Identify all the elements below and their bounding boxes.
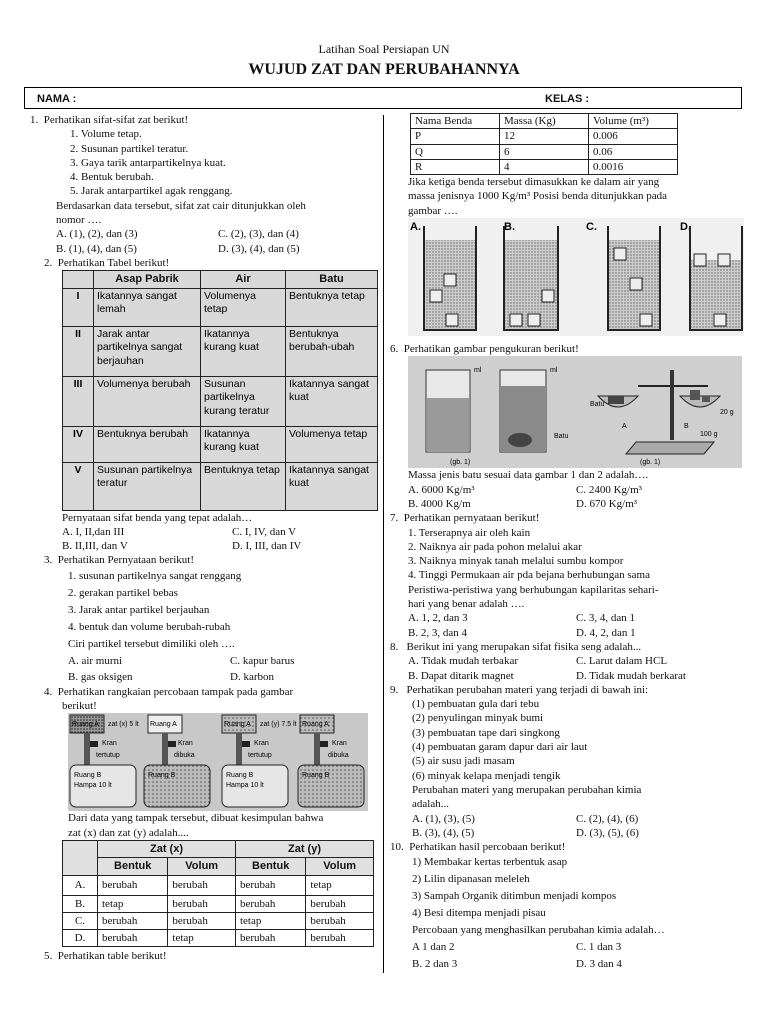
q2-cell: Ikatannya sangat kuat xyxy=(286,376,378,426)
q4-label-tertutup-2: tertutup xyxy=(248,752,272,760)
q4-cell: berubah xyxy=(168,875,236,895)
q2-cell: Ikatannya kurang kuat xyxy=(201,326,286,376)
q1-prompt: Perhatikan sifat-sifat zat berikut! xyxy=(43,114,189,126)
q2-th: Asap Pabrik xyxy=(94,271,201,288)
q7-option-c[interactable]: C. 3, 4, dan 1 xyxy=(576,612,635,625)
q4-label-kran-2: Kran xyxy=(178,740,193,748)
q4-label-ruang-b: Ruang B xyxy=(74,772,102,780)
q2-option-b[interactable]: B. II,III, dan V xyxy=(62,540,128,553)
q9-item: (1) pembuatan gula dari tebu xyxy=(412,698,540,711)
q2-cell: I xyxy=(63,288,94,326)
q4-cell: tetap xyxy=(168,930,236,947)
q6-label-a: A xyxy=(622,423,627,431)
q1-prompt-2: Berdasarkan data tersebut, sifat zat cair ditunjukkan oleh xyxy=(56,199,306,212)
column-divider xyxy=(383,115,384,973)
q7-item: 3. Naiknya minyak tanah melalui sumbu kompor xyxy=(408,555,624,568)
q2-cell: Bentuknya berubah xyxy=(94,426,201,462)
q2-option-a[interactable]: A. I, II,dan III xyxy=(62,525,125,538)
right-column xyxy=(390,113,746,973)
q4-label-ruang-a-2: Ruang A xyxy=(150,721,177,729)
q9-number: 9. xyxy=(390,683,399,696)
q10-item: 2) Lilin dipanasan meleleh xyxy=(412,873,530,886)
q10-number: 10. xyxy=(390,841,404,854)
q6-label-gb2: (gb. 1) xyxy=(640,459,661,467)
q7-option-a[interactable]: A. 1, 2, dan 3 xyxy=(408,612,468,625)
q2-prompt: Perhatikan Tabel berikut! xyxy=(57,256,170,269)
q4-label-ruang-a-4: Ruang A xyxy=(302,721,329,729)
q7-item: 1. Terserapnya air oleh kain xyxy=(408,526,531,539)
q5-prompt-4: gambar …. xyxy=(408,204,458,217)
q6-label-ml-1: ml xyxy=(474,367,482,375)
q5-prompt: Perhatikan table berikut! xyxy=(57,950,167,963)
q2-cell: Ikatannya sangat kuat xyxy=(286,462,378,510)
q3-option-d[interactable]: D. karbon xyxy=(230,670,274,683)
q2-cell: Ikatannya sangat lemah xyxy=(94,288,201,326)
q5-cell: 12 xyxy=(500,129,589,144)
q5-cell: P xyxy=(411,129,500,144)
q9-item: (3) pembuatan tape dari singkong xyxy=(412,726,560,739)
q4-cell: berubah xyxy=(235,895,305,912)
q5-number: 5. xyxy=(44,950,53,963)
question-5-heading xyxy=(30,949,378,963)
q4-label-hampa: Hampa 10 lt xyxy=(74,782,112,790)
nama-label: NAMA : xyxy=(37,93,77,105)
q9-option-b[interactable]: B. (3), (4), (5) xyxy=(412,826,475,839)
q5-prompt-3: massa jenisnya 1000 Kg/m³ Posisi benda ditunjukkan pada xyxy=(408,190,668,203)
q4-label-kran: Kran xyxy=(102,740,117,748)
q9-item: (6) minyak kelapa menjadi tengik xyxy=(412,769,561,782)
q4-label-hampa-2: Hampa 10 lt xyxy=(226,782,264,790)
q2-cell: Susunan partikelnya teratur xyxy=(94,462,201,510)
q3-number: 3. xyxy=(44,554,53,567)
q9-option-d[interactable]: D. (3), (5), (6) xyxy=(576,826,639,839)
question-6 xyxy=(390,342,746,511)
q4-label-ruang-b-4: Ruang B xyxy=(302,772,330,780)
q4-prompt: Perhatikan rangkaian percobaan tampak pada gambar xyxy=(57,685,294,698)
q4-cell: B. xyxy=(63,895,98,912)
q2-prompt-2: Pernyataan sifat benda yang tepat adalah… xyxy=(62,511,253,524)
question-10 xyxy=(390,840,746,973)
q7-option-d[interactable]: D. 4, 2, dan 1 xyxy=(576,626,636,639)
q1-prompt-3: nomor …. xyxy=(56,214,102,227)
q7-prompt: Perhatikan pernyataan berikut! xyxy=(403,512,540,525)
q5-cell: 0.0016 xyxy=(589,159,678,174)
q5-cell: 4 xyxy=(500,159,589,174)
q7-item: 2. Naiknya air pada pohon melalui akar xyxy=(408,540,582,553)
question-7 xyxy=(390,511,746,640)
q2-cell: Bentuknya berubah-ubah xyxy=(286,326,378,376)
q4-option-c[interactable] xyxy=(63,912,374,929)
q2-cell: Volumenya berubah xyxy=(94,376,201,426)
q6-label-ml-2: ml xyxy=(550,367,558,375)
q4-label-kran-4: Kran xyxy=(332,740,347,748)
q4-label-zat-x: zat (x) 5 lt xyxy=(108,721,139,729)
q4-cell: tetap xyxy=(306,875,374,895)
q6-option-b[interactable]: B. 4000 Kg/m xyxy=(408,497,471,510)
q6-measurement-figure xyxy=(408,356,742,468)
q9-option-a[interactable]: A. (1), (3), (5) xyxy=(412,812,475,825)
q5-fig-label-c: C. xyxy=(586,221,597,234)
q2-table xyxy=(62,270,378,510)
q2-th: Batu xyxy=(286,271,378,288)
question-1 xyxy=(30,113,378,256)
q5-cell: 0.06 xyxy=(589,144,678,159)
q5-table xyxy=(410,113,678,175)
q4-th: Volum xyxy=(306,858,374,875)
q3-option-b[interactable]: B. gas oksigen xyxy=(68,670,133,683)
left-column xyxy=(30,113,378,964)
q1-option-d[interactable]: D. (3), (4), dan (5) xyxy=(218,242,300,255)
q4-cell: berubah xyxy=(235,875,305,895)
q6-label-gb1: (gb. 1) xyxy=(450,459,471,467)
q10-item: 4) Besi ditempa menjadi pisau xyxy=(412,907,546,920)
q4-th: Volum xyxy=(168,858,236,875)
q4-cell: berubah xyxy=(168,895,236,912)
q4-label-ruang-a-3: Ruang A xyxy=(224,721,251,729)
question-3 xyxy=(30,553,378,684)
q5-th: Nama Benda xyxy=(411,114,500,129)
q2-cell: IV xyxy=(63,426,94,462)
question-9 xyxy=(390,683,746,840)
q2-cell: III xyxy=(63,376,94,426)
q9-option-c[interactable]: C. (2), (4), (6) xyxy=(576,812,639,825)
q3-option-c[interactable]: C. kapur barus xyxy=(230,654,295,667)
q5-cell: Q xyxy=(411,144,500,159)
q3-prompt: Perhatikan Pernyataan berikut! xyxy=(57,554,194,567)
q7-item: 4. Tinggi Permukaan air pda bejana berhubungan sama xyxy=(408,569,650,582)
q6-option-c[interactable]: C. 2400 Kg/m³ xyxy=(576,483,642,496)
q6-option-a[interactable]: A. 6000 Kg/m³ xyxy=(408,483,475,496)
question-8 xyxy=(390,640,746,683)
q4-label-dibuka: dibuka xyxy=(174,752,195,760)
q9-item: (5) air susu jadi masam xyxy=(412,755,515,768)
q2-cell: II xyxy=(63,326,94,376)
q4-cell: A. xyxy=(63,875,98,895)
q8-option-a[interactable]: A. Tidak mudah terbakar xyxy=(408,655,518,668)
q3-item: 2. gerakan partikel bebas xyxy=(68,586,178,599)
q4-label-tertutup: tertutup xyxy=(96,752,120,760)
q6-label-batu-2: Batu xyxy=(590,401,605,409)
q6-label-batu-1: Batu xyxy=(554,433,569,441)
q9-prompt: Perhatikan perubahan materi yang terjadi di bawah ini: xyxy=(406,683,649,696)
q4-option-a[interactable] xyxy=(63,875,374,895)
q2-cell: Ikatannya kurang kuat xyxy=(201,426,286,462)
q5-beaker-figure xyxy=(408,218,744,336)
q6-label-100g: 100 g xyxy=(700,431,718,439)
q8-option-b[interactable]: B. Dapat ditarik magnet xyxy=(408,669,514,682)
q4-label-zat-y: zat (y) 7.5 lt xyxy=(260,721,297,729)
q4-prompt-3: zat (x) dan zat (y) adalah.... xyxy=(68,826,189,839)
q10-option-c[interactable]: C. 1 dan 3 xyxy=(576,941,622,954)
q1-item: 1. Volume tetap. xyxy=(70,128,142,141)
q5-fig-label-a: A. xyxy=(410,221,421,234)
q4-cell: D. xyxy=(63,930,98,947)
q4-cell: berubah xyxy=(98,875,168,895)
q4-cell: berubah xyxy=(235,930,305,947)
q9-prompt-2: Perubahan materi yang merupakan perubahan kimia xyxy=(412,783,642,796)
q2-th xyxy=(63,271,94,288)
question-2 xyxy=(30,256,378,553)
q1-option-a[interactable]: A. (1), (2), dan (3) xyxy=(56,228,138,241)
q8-option-d[interactable]: D. Tidak mudah berkarat xyxy=(576,669,686,682)
q4-th: Zat (y) xyxy=(235,840,373,857)
q1-option-b[interactable]: B. (1), (4), dan (5) xyxy=(56,242,137,255)
q4-cell: tetap xyxy=(98,895,168,912)
q4-cell: berubah xyxy=(306,895,374,912)
q4-container-figure xyxy=(68,713,368,811)
question-4 xyxy=(30,685,378,948)
q2-option-d[interactable]: D. I, III, dan IV xyxy=(232,540,302,553)
q2-cell: Susunan partikelnya kurang teratur xyxy=(201,376,286,426)
q10-option-a[interactable]: A 1 dan 2 xyxy=(412,941,455,954)
worksheet-subtitle: Latihan Soal Persiapan UN xyxy=(318,42,450,56)
q4-label-dibuka-2: dibuka xyxy=(328,752,349,760)
q10-item: 1) Membakar kertas terbentuk asap xyxy=(412,856,568,869)
q7-number: 7. xyxy=(390,512,399,525)
q4-cell: berubah xyxy=(98,930,168,947)
q1-item: 2. Susunan partikel teratur. xyxy=(70,142,189,155)
q2-number: 2. xyxy=(44,256,53,269)
question-5 xyxy=(390,113,746,336)
q7-prompt-2: Peristiwa-peristiwa yang berhubungan kapilaritas sehari- xyxy=(408,583,659,596)
q3-item: 3. Jarak antar partikel berjauhan xyxy=(68,603,210,616)
q3-item: 1. susunan partikelnya sangat renggang xyxy=(68,569,242,582)
q8-prompt: Berikut ini yang merupakan sifat fisika seng adalah... xyxy=(406,640,642,653)
q6-label-20g: 20 g xyxy=(720,409,734,417)
q4-label-ruang-b-3: Ruang B xyxy=(226,772,254,780)
q4-cell: berubah xyxy=(98,912,168,929)
q8-number: 8. xyxy=(390,640,399,653)
q4-option-b[interactable] xyxy=(63,895,374,912)
q2-cell: V xyxy=(63,462,94,510)
q4-table xyxy=(62,840,374,947)
q10-option-d[interactable]: D. 3 dan 4 xyxy=(576,958,622,971)
q2-cell: Volumenya tetap xyxy=(201,288,286,326)
q6-label-b: B xyxy=(684,423,689,431)
q4-cell: tetap xyxy=(235,912,305,929)
q5-cell: 6 xyxy=(500,144,589,159)
q1-number: 1. xyxy=(30,114,39,126)
q5-fig-label-d: D. xyxy=(680,221,691,234)
q4-prompt-b: berikut! xyxy=(62,700,97,713)
q4-cell: berubah xyxy=(306,930,374,947)
q5-cell: 0.006 xyxy=(589,129,678,144)
q2-th: Air xyxy=(201,271,286,288)
q3-prompt-2: Ciri partikel tersebut dimiliki oleh …. xyxy=(68,637,235,650)
q4-th: Bentuk xyxy=(98,858,168,875)
q1-item: 3. Gaya tarik antarpartikelnya kuat. xyxy=(70,156,226,169)
q9-item: (2) penyulingan minyak bumi xyxy=(412,712,544,725)
q7-prompt-3: hari yang benar adalah …. xyxy=(408,598,525,611)
q2-cell: Bentuknya tetap xyxy=(201,462,286,510)
q7-option-b[interactable]: B. 2, 3, dan 4 xyxy=(408,626,467,639)
q1-item: 4. Bentuk berubah. xyxy=(70,171,154,184)
q4-th: Bentuk xyxy=(235,858,305,875)
q6-prompt: Perhatikan gambar pengukuran berikut! xyxy=(403,343,579,356)
q10-prompt-2: Percobaan yang menghasilkan perubahan kimia adalah… xyxy=(412,924,665,937)
q4-cell: berubah xyxy=(168,912,236,929)
q4-th: Zat (x) xyxy=(98,840,236,857)
name-class-box xyxy=(24,87,742,109)
q5-prompt-2: Jika ketiga benda tersebut dimasukkan ke dalam air yang xyxy=(408,176,660,189)
q1-item: 5. Jarak antarpartikel agak renggang. xyxy=(70,185,233,198)
q6-number: 6. xyxy=(390,343,399,356)
q9-prompt-3: adalah... xyxy=(412,798,449,811)
q5-th: Massa (Kg) xyxy=(500,114,589,129)
q9-item: (4) pembuatan garam dapur dari air laut xyxy=(412,741,588,754)
q10-prompt: Perhatikan hasil percobaan berikut! xyxy=(409,841,566,854)
q5-fig-label-b: B. xyxy=(504,221,515,234)
q4-prompt-2: Dari data yang tampak tersebut, dibuat kesimpulan bahwa xyxy=(68,812,324,825)
q3-option-a[interactable]: A. air murni xyxy=(68,654,123,667)
q6-option-d[interactable]: D. 670 Kg/m³ xyxy=(576,497,638,510)
q2-option-c[interactable]: C. I, IV, dan V xyxy=(232,525,297,538)
q2-cell: Bentuknya tetap xyxy=(286,288,378,326)
q4-label-ruang-a: Ruang A xyxy=(72,721,99,729)
q10-option-b[interactable]: B. 2 dan 3 xyxy=(412,958,458,971)
q4-option-d[interactable] xyxy=(63,930,374,947)
q4-cell: C. xyxy=(63,912,98,929)
worksheet-title: WUJUD ZAT DAN PERUBAHANNYA xyxy=(248,61,520,78)
q1-option-c[interactable]: C. (2), (3), dan (4) xyxy=(218,228,299,241)
q10-item: 3) Sampah Organik ditimbun menjadi kompos xyxy=(412,890,617,903)
q5-th: Volume (m³) xyxy=(589,114,678,129)
q6-prompt-2: Massa jenis batu sesuai data gambar 1 dan 2 adalah…. xyxy=(408,469,649,482)
q2-cell: Volumenya tetap xyxy=(286,426,378,462)
kelas-label: KELAS : xyxy=(545,93,589,105)
q8-option-c[interactable]: C. Larut dalam HCL xyxy=(576,655,668,668)
q2-cell: Jarak antar partikelnya sangat berjauhan xyxy=(94,326,201,376)
q3-item: 4. bentuk dan volume berubah-rubah xyxy=(68,620,231,633)
q4-label-kran-3: Kran xyxy=(254,740,269,748)
q4-label-ruang-b-2: Ruang B xyxy=(148,772,176,780)
q4-number: 4. xyxy=(44,685,53,698)
q4-cell: berubah xyxy=(306,912,374,929)
q5-cell: R xyxy=(411,159,500,174)
